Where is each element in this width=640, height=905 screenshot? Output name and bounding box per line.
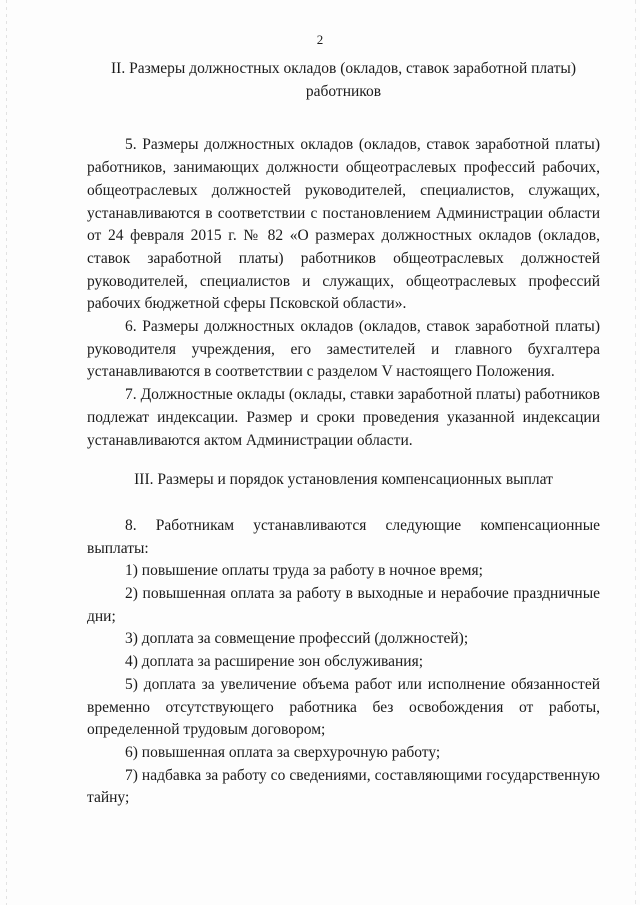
paragraph-8: 8. Работникам устанавливаются следующие компенсационные выплаты: [87, 516, 600, 557]
section-2-heading: II. Размеры должностных окладов (окладов, ставок заработной платы) работников [111, 60, 576, 100]
paragraph-6: 6. Размеры должностных окладов (окладов, ставок заработной платы) руководителя учреждения, его заместителей и главного бухгалтера устанавливаются в соответствии с разделом V настоящего Положения. [87, 318, 600, 381]
spacer [87, 452, 600, 469]
list-item-2: 2) повышенная оплата за работу в выходные и нерабочие праздничные дни; [87, 585, 600, 625]
paragraph-7: 7. Должностные оклады (оклады, ставки заработной платы) работников подлежат индексации. Размер и сроки проведения указанной индексации устанавливаются актом Администрации области. [87, 386, 600, 449]
section-3-heading: III. Размеры и порядок установления компенсационных выплат [134, 471, 553, 489]
list-item-3: 3) доплата за совмещение профессий (должностей); [125, 630, 469, 648]
paragraph-5: 5. Размеры должностных окладов (окладов, ставок заработной платы) работников, занимающих должности общеотраслевых профессий рабочих, общеотраслевых должностей руководителей, специалистов, служащих, устанавливаются в соответствии с постановлением Администрации области от 24 февраля 2015 г. № 82 «О размерах должностных окладов (окладов, ставок заработной платы) работников общеотраслевых должностей руководителей, специалистов и служащих, общеотраслевых профессий рабочих бюджетной сферы Псковской области». [87, 136, 600, 313]
list-item-5: 5) доплата за увеличение объема работ или исполнение обязанностей временно отсутствующего работника без освобождения от работы, определенной трудовым договором; [87, 675, 600, 739]
scan-edge-left [6, 0, 7, 905]
spacer [87, 103, 600, 134]
list-item-1: 1) повышение оплаты труда за работу в ночное время; [125, 562, 483, 580]
list-item-4: 4) доплата за расширение зон обслуживания; [125, 653, 424, 671]
document-body [87, 58, 600, 810]
spacer [87, 492, 600, 515]
page-number: 2 [316, 32, 324, 47]
list-item-7: 7) надбавка за работу со сведениями, составляющими государственную тайну; [87, 766, 600, 807]
list-item-6: 6) повышенная оплата за сверхурочную работу; [125, 743, 441, 761]
scan-edge-right [635, 0, 636, 905]
